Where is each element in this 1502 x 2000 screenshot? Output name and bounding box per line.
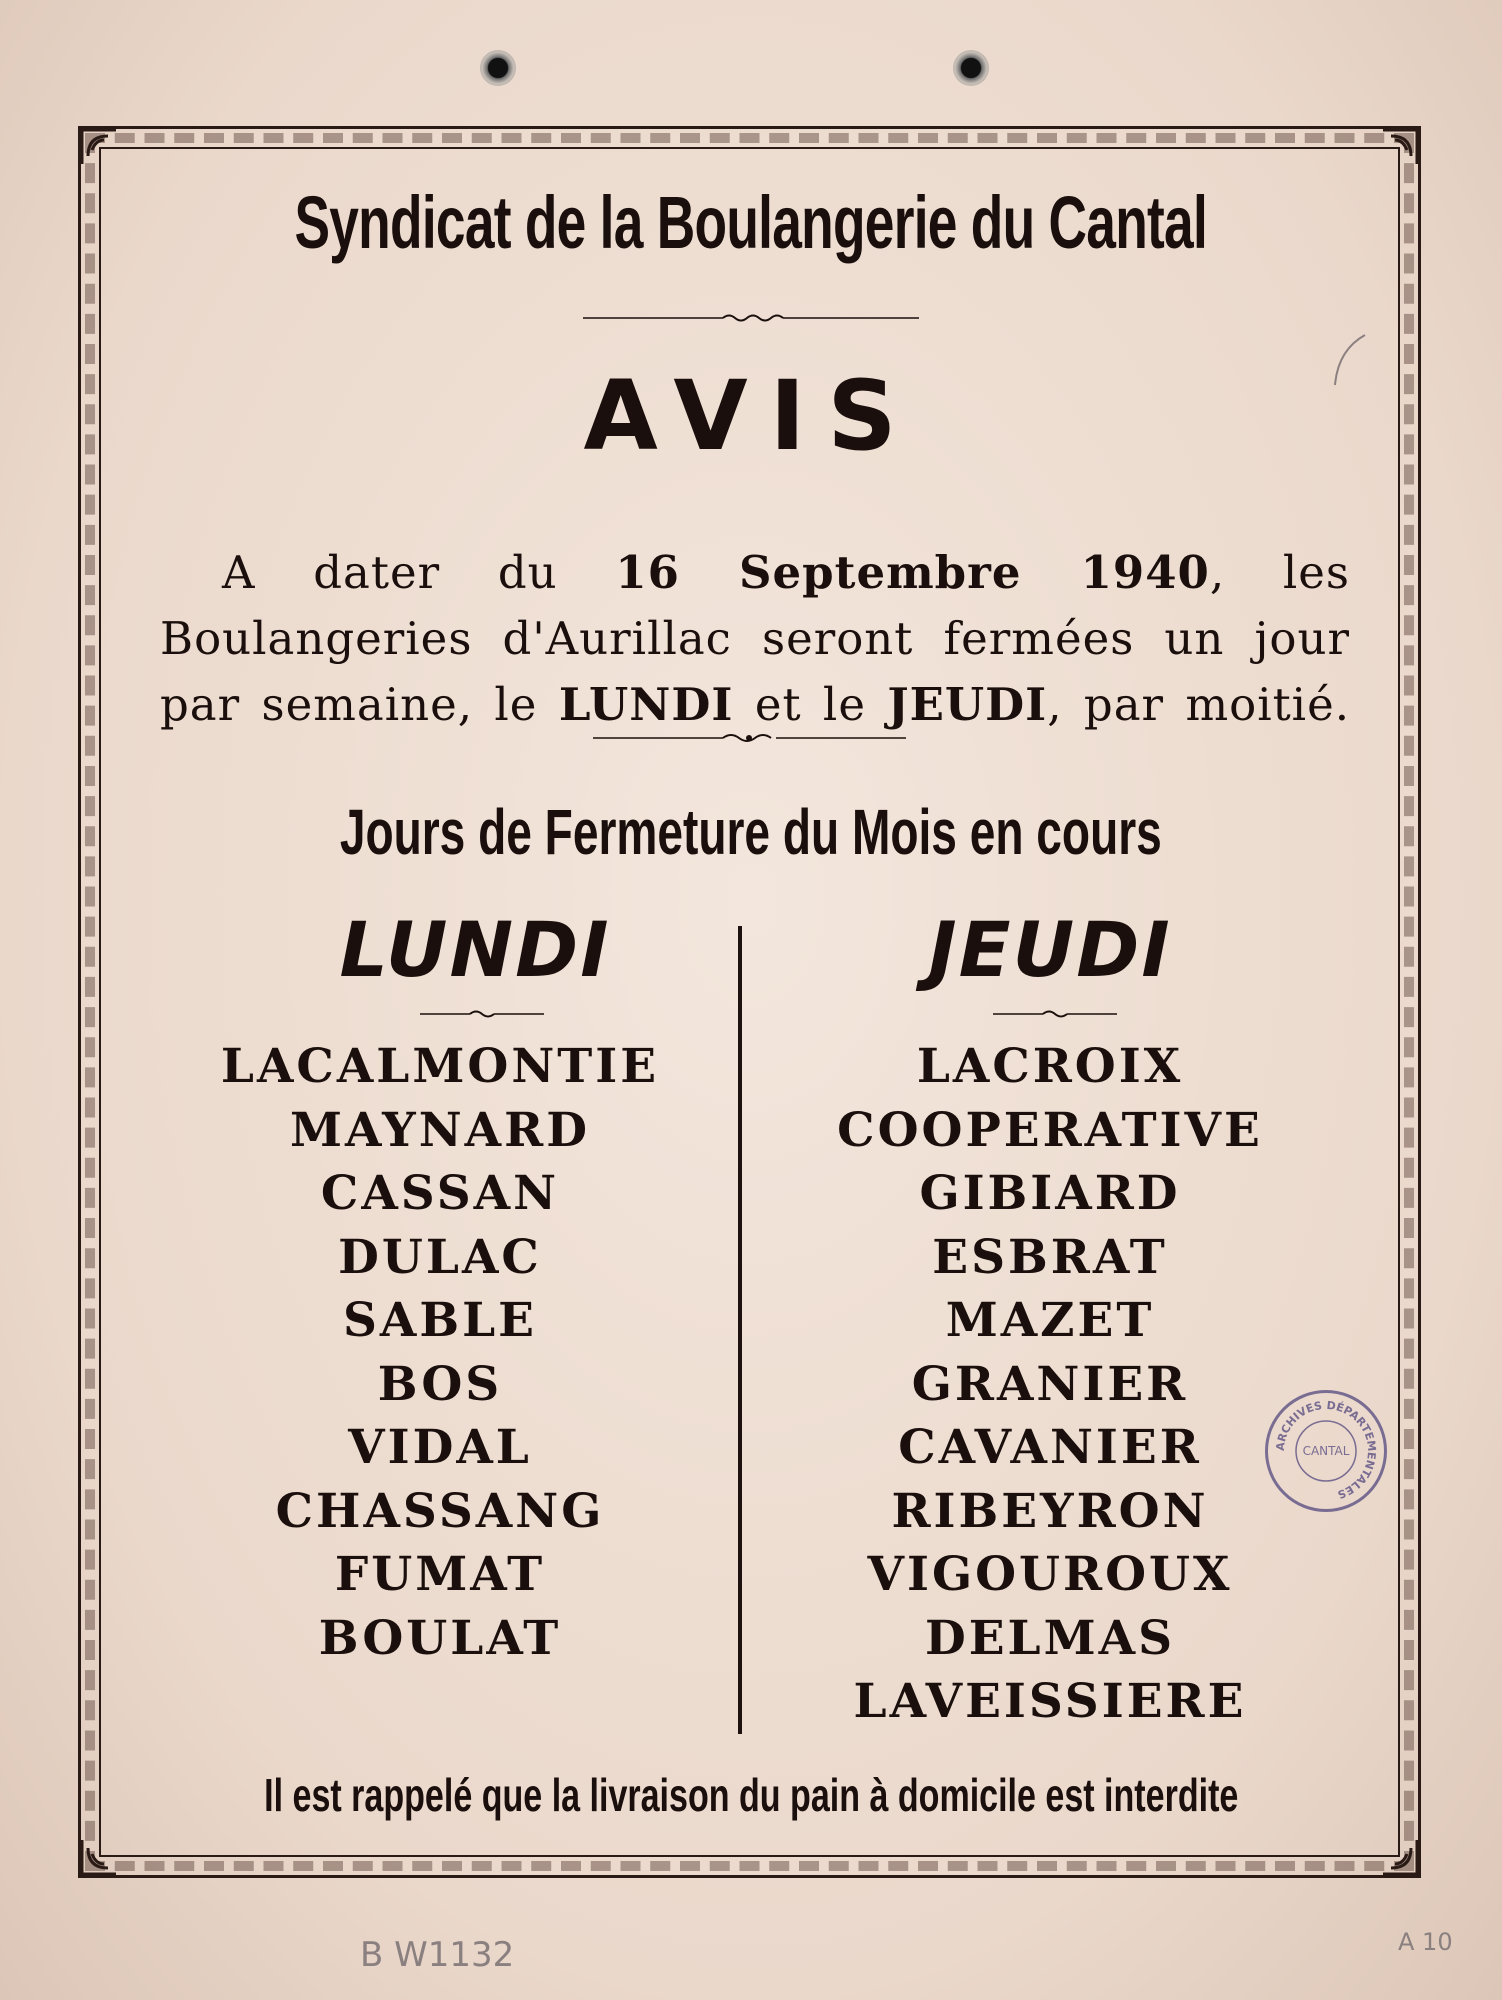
list-item: LACROIX	[916, 1039, 1184, 1094]
column-heading-lundi: LUNDI	[339, 905, 611, 994]
list-item: MAZET	[945, 1293, 1155, 1348]
announcement-day-1: LUNDI	[558, 678, 734, 731]
list-item: RIBEYRON	[891, 1483, 1209, 1539]
list-item: GRANIER	[911, 1356, 1189, 1412]
corner-ornament-bottom-left	[78, 1836, 120, 1878]
announcement-text-3: et le	[733, 678, 888, 731]
list-item: COOPERATIVE	[837, 1102, 1263, 1158]
list-item: LAVEISSIERE	[853, 1674, 1247, 1729]
lundi-heading-ornament	[420, 1006, 544, 1016]
pencil-reference-number: B W1132	[360, 1935, 515, 1975]
list-item: CASSAN	[320, 1166, 560, 1221]
paragraph-ornament-divider	[593, 730, 906, 740]
jeudi-bakery-list	[770, 1035, 1330, 1734]
list-item: BOS	[377, 1356, 503, 1412]
announcement-text-4: , par moitié.	[1047, 678, 1351, 731]
stamp-center-text: CANTAL	[1302, 1444, 1350, 1458]
list-item: SABLE	[342, 1293, 537, 1348]
pencil-corner-mark: A 10	[1398, 1928, 1453, 1956]
list-item: VIDAL	[348, 1420, 532, 1475]
announcement-text-1: A dater du	[222, 546, 616, 599]
punch-hole-right	[953, 50, 989, 86]
list-item: FUMAT	[334, 1547, 546, 1602]
corner-ornament-top-right	[1379, 126, 1421, 168]
list-item: DULAC	[338, 1229, 542, 1285]
list-item: CAVANIER	[898, 1420, 1202, 1475]
announcement-date: 16 Septembre 1940	[615, 546, 1210, 599]
delivery-notice-footer: Il est rappelé que la livraison du pain à domicile est interdite	[263, 1769, 1239, 1821]
announcement-paragraph	[160, 540, 1350, 738]
jeudi-heading-ornament	[993, 1006, 1117, 1016]
list-item: MAYNARD	[290, 1102, 590, 1158]
list-item: BOULAT	[318, 1610, 562, 1666]
punch-hole-left	[480, 50, 516, 86]
announcement-text-2: , les Boulangeries d'Aurillac seront fermées un jour par semaine, le	[160, 546, 1350, 731]
stamp-outer-text: ARCHIVES DÉPARTEMENTALES	[1273, 1398, 1379, 1502]
list-item: VIGOUROUX	[867, 1547, 1233, 1602]
corner-ornament-top-left	[78, 126, 120, 168]
lundi-bakery-list	[160, 1035, 720, 1670]
corner-ornament-bottom-right	[1379, 1836, 1421, 1878]
notice-heading: AVIS	[583, 360, 919, 472]
column-heading-jeudi: JEUDI	[928, 905, 1172, 994]
list-item: CHASSANG	[275, 1483, 605, 1539]
list-item: GIBIARD	[919, 1166, 1181, 1221]
title-ornament-divider	[583, 310, 919, 320]
poster-title: Syndicat de la Boulangerie du Cantal	[294, 181, 1208, 264]
list-item: ESBRAT	[932, 1229, 1168, 1285]
announcement-day-2: JEUDI	[887, 678, 1048, 731]
list-item: LACALMONTIE	[220, 1039, 660, 1094]
closure-days-subtitle: Jours de Fermeture du Mois en cours	[340, 796, 1162, 868]
column-divider	[738, 926, 742, 1734]
pencil-mark	[1330, 330, 1370, 390]
archives-stamp	[1265, 1390, 1387, 1512]
list-item: DELMAS	[924, 1610, 1176, 1666]
